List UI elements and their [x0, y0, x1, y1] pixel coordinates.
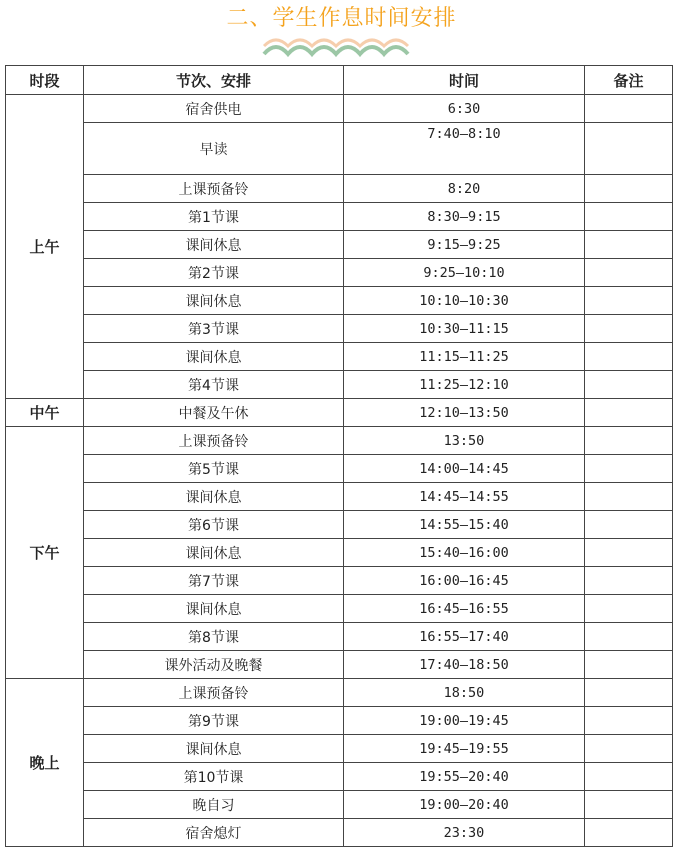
time-cell: 18:50 — [344, 679, 585, 707]
time-cell: 6:30 — [344, 95, 585, 123]
note-cell — [585, 735, 673, 763]
time-cell: 15:40—16:00 — [344, 539, 585, 567]
table-row — [6, 315, 673, 343]
item-cell: 课间休息 — [84, 595, 344, 623]
item-cell: 第8节课 — [84, 623, 344, 651]
time-cell: 11:15—11:25 — [344, 343, 585, 371]
time-cell: 23:30 — [344, 819, 585, 847]
note-cell — [585, 231, 673, 259]
table-row — [6, 343, 673, 371]
note-cell — [585, 511, 673, 539]
item-cell: 宿舍熄灯 — [84, 819, 344, 847]
table-row — [6, 455, 673, 483]
time-cell: 9:15—9:25 — [344, 231, 585, 259]
time-cell: 10:10—10:30 — [344, 287, 585, 315]
table-row — [6, 287, 673, 315]
item-cell: 课间休息 — [84, 343, 344, 371]
item-cell: 第4节课 — [84, 371, 344, 399]
time-cell: 12:10—13:50 — [344, 399, 585, 427]
time-cell: 14:55—15:40 — [344, 511, 585, 539]
table-row — [6, 371, 673, 399]
table-row — [6, 679, 673, 707]
time-cell: 16:55—17:40 — [344, 623, 585, 651]
time-cell: 8:30—9:15 — [344, 203, 585, 231]
table-row — [6, 399, 673, 427]
table-row — [6, 175, 673, 203]
table-row — [6, 623, 673, 651]
item-cell: 第5节课 — [84, 455, 344, 483]
item-cell: 课间休息 — [84, 735, 344, 763]
table-row — [6, 819, 673, 847]
note-cell — [585, 819, 673, 847]
item-cell: 第3节课 — [84, 315, 344, 343]
schedule-body — [6, 95, 673, 847]
item-cell: 课间休息 — [84, 231, 344, 259]
table-row — [6, 231, 673, 259]
time-cell: 17:40—18:50 — [344, 651, 585, 679]
item-cell: 上课预备铃 — [84, 427, 344, 455]
table-row — [6, 763, 673, 791]
time-cell: 16:45—16:55 — [344, 595, 585, 623]
item-cell: 第2节课 — [84, 259, 344, 287]
note-cell — [585, 343, 673, 371]
note-cell — [585, 371, 673, 399]
note-cell — [585, 123, 673, 175]
item-cell: 第9节课 — [84, 707, 344, 735]
table-row — [6, 203, 673, 231]
item-cell: 宿舍供电 — [84, 95, 344, 123]
header-note: 备注 — [585, 66, 673, 95]
note-cell — [585, 259, 673, 287]
note-cell — [585, 539, 673, 567]
time-cell: 14:00—14:45 — [344, 455, 585, 483]
period-cell: 晚上 — [6, 679, 84, 847]
table-row — [6, 539, 673, 567]
item-cell: 课间休息 — [84, 539, 344, 567]
note-cell — [585, 651, 673, 679]
period-cell: 上午 — [6, 95, 84, 399]
table-row — [6, 707, 673, 735]
note-cell — [585, 623, 673, 651]
note-cell — [585, 399, 673, 427]
note-cell — [585, 483, 673, 511]
item-cell: 课外活动及晚餐 — [84, 651, 344, 679]
item-cell: 上课预备铃 — [84, 175, 344, 203]
table-row — [6, 259, 673, 287]
time-cell: 19:45—19:55 — [344, 735, 585, 763]
page-title: 二、学生作息时间安排 — [226, 6, 457, 31]
note-cell — [585, 679, 673, 707]
header-item: 节次、安排 — [84, 66, 344, 95]
note-cell — [585, 455, 673, 483]
item-cell: 课间休息 — [84, 483, 344, 511]
note-cell — [585, 315, 673, 343]
time-cell: 8:20 — [344, 175, 585, 203]
table-row — [6, 735, 673, 763]
wave-decoration-icon — [262, 32, 412, 62]
table-row — [6, 95, 673, 123]
table-row — [6, 427, 673, 455]
note-cell — [585, 567, 673, 595]
item-cell: 课间休息 — [84, 287, 344, 315]
item-cell: 中餐及午休 — [84, 399, 344, 427]
item-cell: 第7节课 — [84, 567, 344, 595]
item-cell: 晚自习 — [84, 791, 344, 819]
table-row — [6, 511, 673, 539]
note-cell — [585, 427, 673, 455]
time-cell: 11:25—12:10 — [344, 371, 585, 399]
table-row — [6, 483, 673, 511]
item-cell: 第1节课 — [84, 203, 344, 231]
time-cell: 19:55—20:40 — [344, 763, 585, 791]
period-cell: 下午 — [6, 427, 84, 679]
item-cell: 第10节课 — [84, 763, 344, 791]
note-cell — [585, 707, 673, 735]
note-cell — [585, 791, 673, 819]
table-header-row — [6, 66, 673, 95]
header-time: 时间 — [344, 66, 585, 95]
table-row — [6, 651, 673, 679]
note-cell — [585, 763, 673, 791]
table-row — [6, 791, 673, 819]
schedule-table — [5, 65, 673, 847]
table-row — [6, 595, 673, 623]
time-cell: 13:50 — [344, 427, 585, 455]
time-cell: 14:45—14:55 — [344, 483, 585, 511]
note-cell — [585, 175, 673, 203]
header-period: 时段 — [6, 66, 84, 95]
table-row — [6, 567, 673, 595]
item-cell: 上课预备铃 — [84, 679, 344, 707]
item-cell: 早读 — [84, 123, 344, 175]
time-cell: 9:25—10:10 — [344, 259, 585, 287]
time-cell: 10:30—11:15 — [344, 315, 585, 343]
note-cell — [585, 595, 673, 623]
time-cell: 19:00—20:40 — [344, 791, 585, 819]
period-cell: 中午 — [6, 399, 84, 427]
time-cell: 16:00—16:45 — [344, 567, 585, 595]
note-cell — [585, 287, 673, 315]
time-cell: 19:00—19:45 — [344, 707, 585, 735]
note-cell — [585, 95, 673, 123]
note-cell — [585, 203, 673, 231]
item-cell: 第6节课 — [84, 511, 344, 539]
table-row — [6, 123, 673, 175]
time-cell: 7:40—8:10 — [344, 123, 585, 175]
